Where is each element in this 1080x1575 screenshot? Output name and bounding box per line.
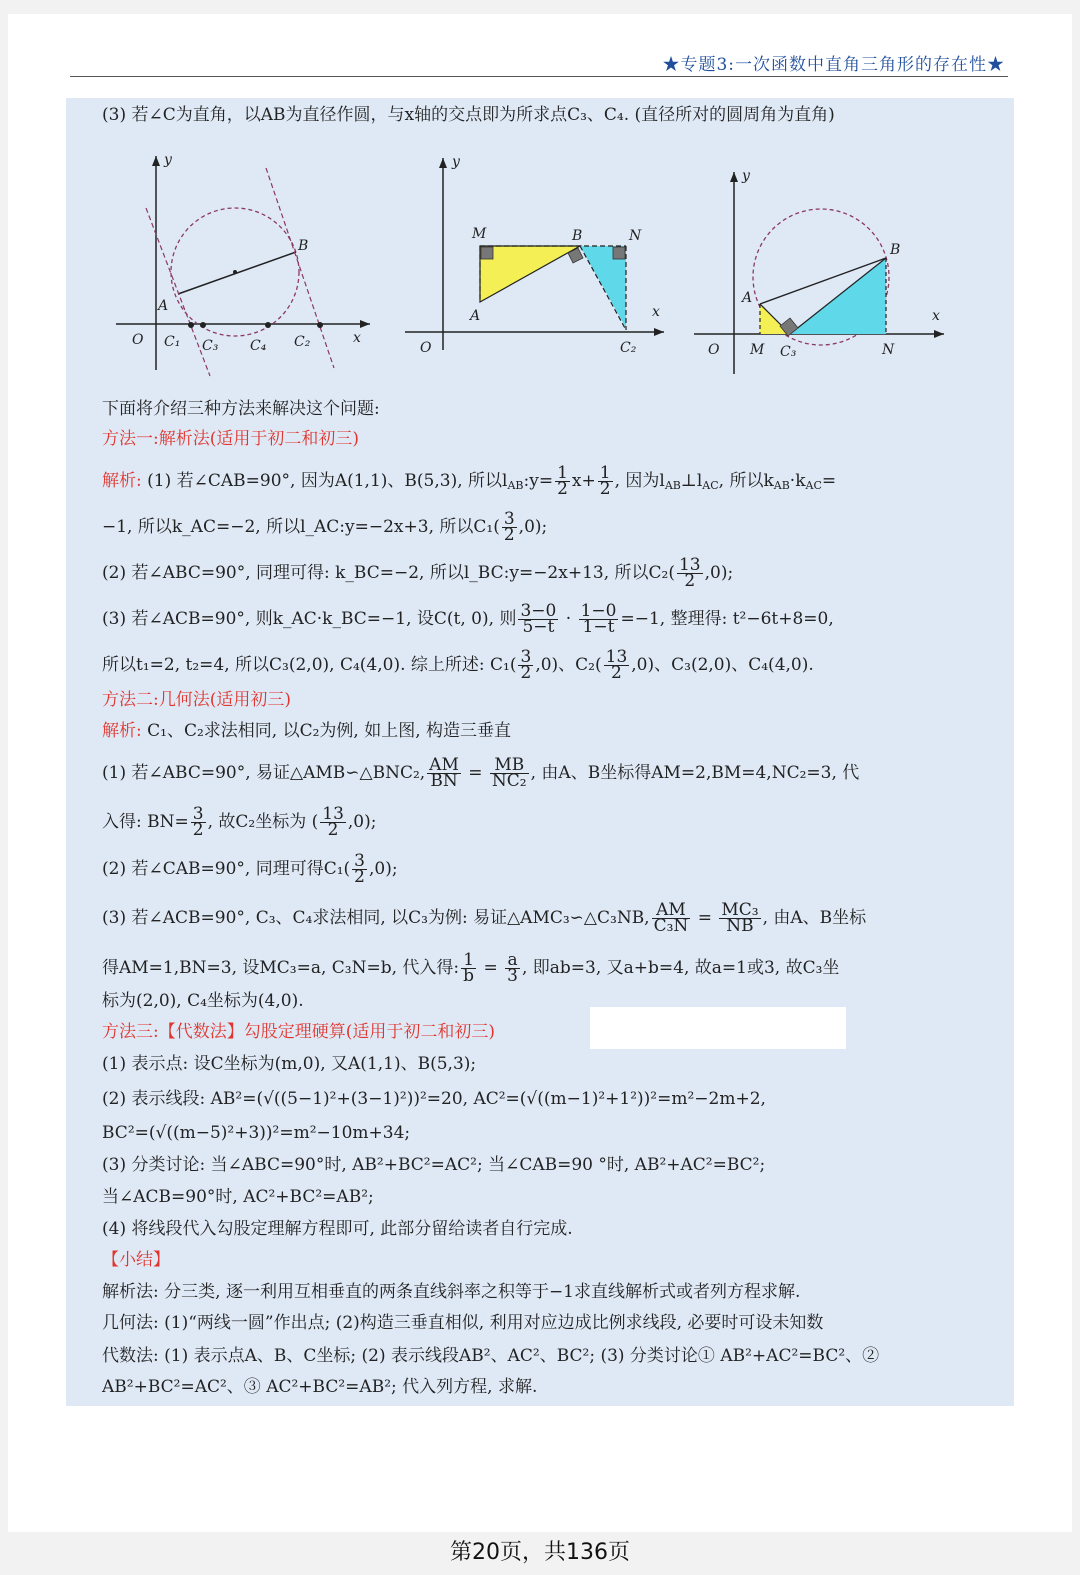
fig3-label-a: A <box>742 290 753 306</box>
text-seg: , 故C₂坐标为 ( <box>207 812 319 832</box>
text-seg: (3) 若∠ACB=90°, C₃、C₄求法相同, 以C₃为例: 易证△AMC₃∽△C₃NB, <box>102 908 650 928</box>
summary-line-1: 解析法: 分三类, 逐一利用互相垂直的两条直线斜率之积等于−1求直线解析式或者列方程求解. <box>102 1282 801 1302</box>
fig1-label-a: A <box>158 298 169 314</box>
method-3-line-4: (3) 分类讨论: 当∠ABC=90°时, AB²+BC²=AC²; 当∠CAB=90 °时, AB²+AC²=BC²; <box>102 1155 766 1175</box>
text-seg: ,0); <box>368 859 398 879</box>
method-3-line-1: (1) 表示点: 设C坐标为(m,0), 又A(1,1)、B(5,3); <box>102 1054 477 1074</box>
methods-intro: 下面将介绍三种方法来解决这个问题: <box>102 399 380 419</box>
text-seg: −1, 所以k_AC=−2, 所以l_AC:y=−2x+3, 所以C₁( <box>102 517 500 537</box>
text-seg: , 由A、B坐标得AM=2,BM=4,NC₂=3, 代 <box>530 763 860 783</box>
fig3-label-b: B <box>890 242 901 258</box>
page-header-title: ★专题3:一次函数中直角三角形的存在性★ <box>662 55 1005 75</box>
fraction: $\frac{3}{2}$ <box>503 509 515 545</box>
fig1-label-b: B <box>298 238 309 254</box>
text-seg: ⊥l <box>680 471 703 491</box>
method-2-line-2: (1) 若∠ABC=90°, 易证△AMB∽△BNC₂, $\frac{AM}{BN}$ = $\frac{MB}{\text{NC₂}}$ , 由A、B坐标得AM=2,BM=4,NC₂=3, 代 <box>102 755 860 791</box>
page-number: 第20页，共136页 <box>450 1540 630 1565</box>
fig2-label-m: M <box>472 226 487 242</box>
fig3-label-n: N <box>882 342 895 358</box>
fraction: $\frac{13}{2}$ <box>678 555 701 591</box>
text-seg: , 因为l <box>614 471 665 491</box>
text-seg: , 所以k <box>718 471 774 491</box>
fig1-label-x: x <box>353 330 361 346</box>
fig1-label-c1: C₁ <box>164 334 181 350</box>
sub-ab: AB <box>507 479 524 492</box>
summary-line-4: AB²+BC²=AC²、③ AC²+BC²=AB²; 代入列方程, 求解. <box>102 1377 538 1397</box>
text-seg: ,0)、C₂( <box>535 655 602 675</box>
method-1-heading: 方法一:解析法(适用于初二和初三) <box>102 429 359 449</box>
text-seg: :y= <box>523 471 554 491</box>
method-2-line-5: (3) 若∠ACB=90°, C₃、C₄求法相同, 以C₃为例: 易证△AMC₃∽△C₃NB, $\frac{AM}{\text{C₃N}}$ = $\frac{\text{MC₃}}{NB}$ , 由A、B坐标 <box>102 900 867 936</box>
method-2-line-1 <box>102 720 511 742</box>
text-seg: 入得: BN= <box>102 812 189 832</box>
text-seg: x+ <box>571 471 596 491</box>
sub-ac: AC <box>805 479 822 492</box>
fraction: $\frac{3}{2}$ <box>354 851 365 887</box>
fraction: $\frac{\text{MC₃}}{NB}$ <box>721 900 759 936</box>
method-3-line-5: 当∠ACB=90°时, AC²+BC²=AB²; <box>102 1187 374 1207</box>
fig2-label-y: y <box>452 154 460 170</box>
fraction: $\frac{AM}{BN}$ <box>429 755 459 791</box>
header-divider <box>70 76 1008 77</box>
method-3-line-2: (2) 表示线段: AB²=(√((5−1)²+(3−1)²))²=20, AC²=(√((m−1)²+1²))²=m²−2m+2, <box>102 1089 766 1109</box>
fig1-label-c3: C₃ <box>202 338 219 354</box>
fraction: $\frac{1}{b}$ <box>463 950 475 986</box>
intro-line: (3) 若∠C为直角，以AB为直径作圆，与x轴的交点即为所求点C₃、C₄. (直径所对的圆周角为直角) <box>102 105 835 125</box>
figure-3-circle-perpendicular <box>692 158 952 380</box>
figure-1-circle <box>108 148 378 378</box>
method-1-line-5 <box>102 647 814 683</box>
method-3-heading: 方法三:【代数法】勾股定理硬算(适用于初二和初三) <box>102 1022 495 1042</box>
text-seg: (2) 若∠ABC=90°, 同理可得: k_BC=−2, 所以l_BC:y=−2x+13, 所以C₂( <box>102 563 675 583</box>
sub-ac: AC <box>702 479 719 492</box>
text-seg: ·k <box>789 471 806 491</box>
fraction: $\frac{MB}{\text{NC₂}}$ <box>491 755 527 791</box>
text-seg: 得AM=1,BN=3, 设MC₃=a, C₃N=b, 代入得: <box>102 958 460 978</box>
fig3-label-origin: O <box>708 342 720 358</box>
analysis-label: 解析: <box>102 721 142 741</box>
text-seg: (2) 若∠CAB=90°, 同理可得C₁( <box>102 859 351 879</box>
summary-heading: 【小结】 <box>102 1250 170 1270</box>
fig3-label-x: x <box>932 308 940 324</box>
text-seg: (1) 若∠CAB=90°, 因为A(1,1)、B(5,3), 所以l <box>141 471 508 491</box>
fraction: $\frac{1}{2}$ <box>557 463 568 499</box>
fraction: $\frac{1-0}{1-t}$ <box>580 601 617 637</box>
method-2-line-7: 标为(2,0), C₄坐标为(4,0). <box>102 991 304 1011</box>
sub-ab: AB <box>773 479 790 492</box>
blank-overlay <box>590 1007 846 1049</box>
text-seg: (3) 若∠ACB=90°, 则k_AC·k_BC=−1, 设C(t, 0), 则 <box>102 609 517 629</box>
fig1-label-y: y <box>164 152 172 168</box>
fraction: $\frac{AM}{\text{C₃N}}$ <box>653 900 689 936</box>
text-seg: 所以t₁=2, t₂=4, 所以C₃(2,0), C₄(4,0). 综上所述: C₁( <box>102 655 517 675</box>
method-3-line-6: (4) 将线段代入勾股定理解方程即可, 此部分留给读者自行完成. <box>102 1219 573 1239</box>
text-seg: , 即ab=3, 又a+b=4, 故a=1或3, 故C₃坐 <box>521 958 840 978</box>
method-3-line-3: BC²=(√((m−5)²+3))²=m²−10m+34; <box>102 1123 411 1143</box>
fraction: $\frac{3}{2}$ <box>192 804 204 840</box>
method-2-line-3 <box>102 804 377 840</box>
fig2-label-a: A <box>470 308 481 324</box>
fig2-label-x: x <box>652 304 660 320</box>
fraction: $\frac{3}{2}$ <box>520 647 532 683</box>
method-2-line-6: 得AM=1,BN=3, 设MC₃=a, C₃N=b, 代入得: $\frac{1}{b}$ = $\frac{a}{3}$ , 即ab=3, 又a+b=4, 故a=1或3, 故C₃坐 <box>102 950 840 986</box>
fraction: $\frac{1}{2}$ <box>599 463 611 499</box>
text-seg: =−1, 整理得: t²−6t+8=0, <box>620 609 834 629</box>
text-seg: ,0); <box>347 812 377 832</box>
fig3-label-m: M <box>750 342 765 358</box>
method-1-line-2: −1, 所以k_AC=−2, 所以l_AC:y=−2x+3, 所以C₁( $\frac{3}{2}$ ,0); <box>102 509 548 545</box>
fig2-label-origin: O <box>420 340 432 356</box>
method-1-line-1 <box>102 463 837 499</box>
fig3-label-y: y <box>742 168 750 184</box>
fraction: $\frac{13}{2}$ <box>322 804 344 840</box>
fig2-label-n: N <box>629 228 642 244</box>
analysis-label: 解析: <box>102 471 142 491</box>
sub-ab: AB <box>664 479 681 492</box>
fraction: $\frac{a}{3}$ <box>507 950 518 986</box>
text-seg: (1) 若∠ABC=90°, 易证△AMB∽△BNC₂, <box>102 763 426 783</box>
text-seg: , 由A、B坐标 <box>762 908 867 928</box>
text-seg: ,0)、C₃(2,0)、C₄(4,0). <box>631 655 814 675</box>
method-1-line-3: (2) 若∠ABC=90°, 同理可得: k_BC=−2, 所以l_BC:y=−2x+13, 所以C₂( $\frac{13}{2}$ ,0); <box>102 555 734 591</box>
text-seg: = <box>821 471 837 491</box>
method-2-heading: 方法二:几何法(适用初三) <box>102 690 291 710</box>
text-seg: C₁、C₂求法相同, 以C₂为例, 如上图, 构造三垂直 <box>141 721 512 741</box>
fraction: $\frac{13}{2}$ <box>605 647 628 683</box>
fig2-label-c2: C₂ <box>620 340 637 356</box>
fig2-label-b: B <box>572 228 583 244</box>
fig1-label-c2: C₂ <box>294 334 311 350</box>
fraction: $\frac{3-0}{5-t}$ <box>520 601 557 637</box>
summary-line-2: 几何法: (1)“两线一圆”作出点; (2)构造三垂直相似, 利用对应边成比例求线段, 必要时可设未知数 <box>102 1313 824 1333</box>
fig1-label-origin: O <box>132 332 144 348</box>
method-2-line-4 <box>102 851 398 887</box>
fig3-label-c3: C₃ <box>780 344 797 360</box>
figure-2-three-perpendicular <box>400 150 670 365</box>
summary-line-3: 代数法: (1) 表示点A、B、C坐标; (2) 表示线段AB²、AC²、BC²; (3) 分类讨论① AB²+AC²=BC²、② <box>102 1346 880 1366</box>
fig1-label-c4: C₄ <box>250 338 267 354</box>
method-1-line-4: (3) 若∠ACB=90°, 则k_AC·k_BC=−1, 设C(t, 0), 则 $\frac{3-0}{5-t}$ · $\frac{1-0}{1-t}$ =−1, 整理得: t²−6t+8=0, <box>102 601 834 637</box>
